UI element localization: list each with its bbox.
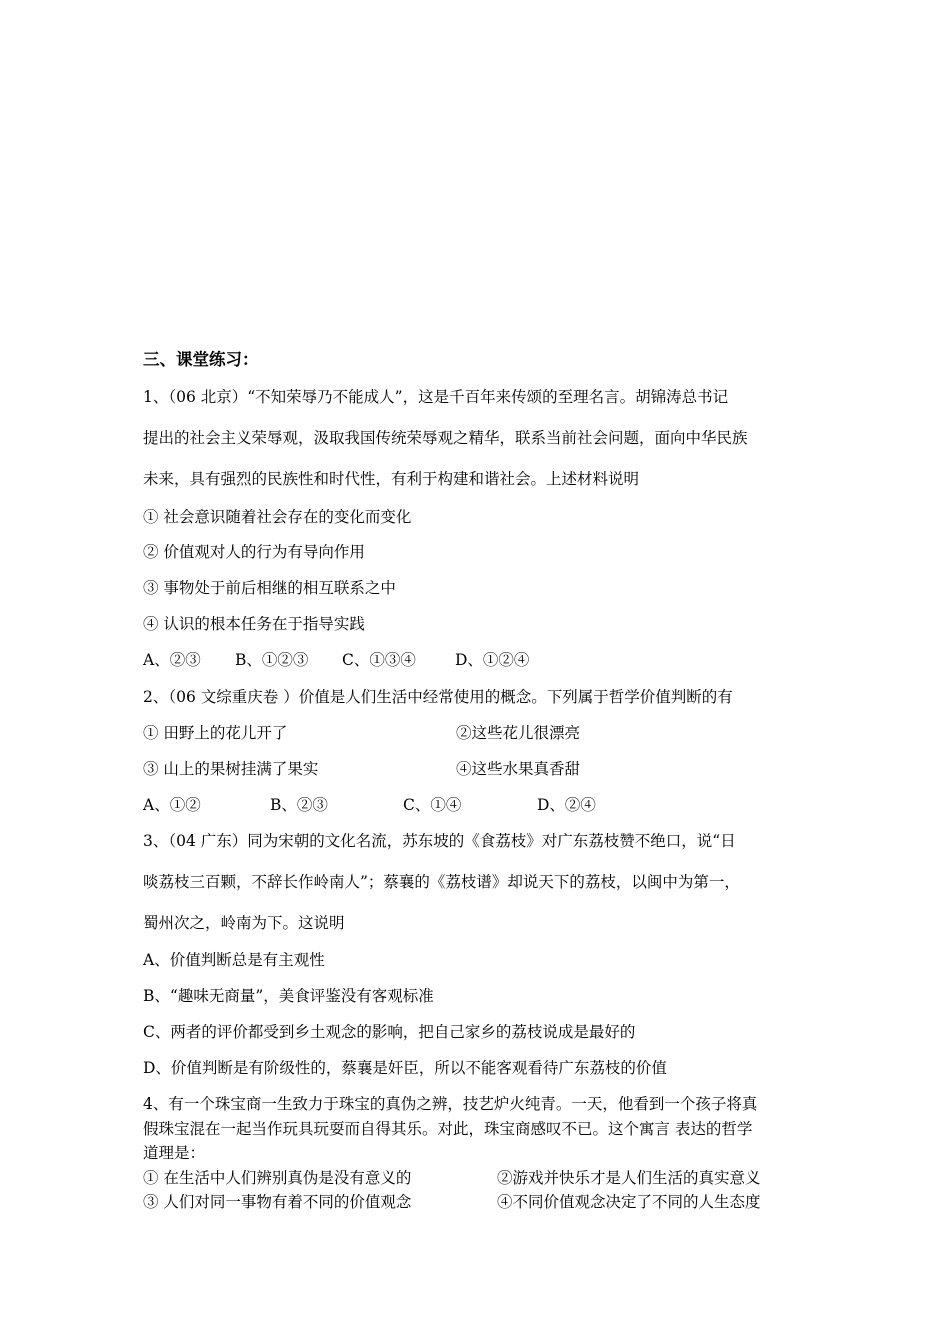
q3-option-a: A、价值判断总是有主观性 [143,951,325,969]
q2-option-2: ②这些花儿很漂亮 [456,724,581,742]
q3-line-3: 蜀州次之，岭南为下。这说明 [143,914,345,932]
q2-option-1: ① 田野上的花儿开了 [143,724,288,742]
q2-line-1: 2、（06 文综重庆卷 ）价值是人们生活中经常使用的概念。下列属于哲学价值判断的有 [143,688,733,706]
section-title: 三、课堂练习： [143,350,259,369]
q1-line-2: 提出的社会主义荣辱观，汲取我国传统荣辱观之精华，联系当前社会问题，面向中华民族 [143,429,748,447]
q1-choice-c: C、①③④ [342,651,416,669]
q4-line-3: 道理是： [143,1144,206,1162]
q4-option-4: ④不同价值观念决定了不同的人生态度 [497,1193,761,1211]
q2-choice-a: A、①② [143,796,201,814]
q1-option-3: ③ 事物处于前后相继的相互联系之中 [143,579,396,597]
q1-option-2: ② 价值观对人的行为有导向作用 [143,543,365,561]
q3-line-1: 3、（04 广东）同为宋朝的文化名流，苏东坡的《食荔枝》对广东荔枝赞不绝口，说“日 [143,832,736,850]
q3-option-d: D、价值判断是有阶级性的，蔡襄是奸臣，所以不能客观看待广东荔枝的价值 [143,1059,667,1077]
q2-option-4: ④这些水果真香甜 [456,760,581,778]
q1-choice-d: D、①②④ [455,651,530,669]
q4-option-2: ②游戏并快乐才是人们生活的真实意义 [497,1169,761,1187]
q2-option-3: ③ 山上的果树挂满了果实 [143,760,319,778]
q3-option-b: B、“趣味无商量”，美食评鉴没有客观标准 [143,987,434,1005]
q3-line-2: 啖荔枝三百颗，不辞长作岭南人”；蔡襄的《荔枝谱》却说天下的荔枝，以闽中为第一， [143,873,740,891]
q1-option-4: ④ 认识的根本任务在于指导实践 [143,615,365,633]
q4-option-1: ① 在生活中人们辨别真伪是没有意义的 [143,1169,412,1187]
q1-option-1: ① 社会意识随着社会存在的变化而变化 [143,508,412,526]
q2-choice-c: C、①④ [403,796,462,814]
q1-line-1: 1、（06 北京）“不知荣辱乃不能成人”，这是千百年来传颂的至理名言。胡锦涛总书记 [143,388,729,406]
q4-line-1: 4、有一个珠宝商一生致力于珠宝的真伪之辨，技艺炉火纯青。一天，他看到一个孩子将真 [143,1095,758,1113]
q2-choice-b: B、②③ [270,796,328,814]
q1-choice-b: B、①②③ [235,651,309,669]
q4-line-2: 假珠宝混在一起当作玩具玩耍而自得其乐。对此，珠宝商感叹不已。这个寓言 表达的哲学 [143,1120,753,1138]
q2-choice-d: D、②④ [537,796,596,814]
q1-choice-a: A、②③ [143,651,201,669]
q3-option-c: C、两者的评价都受到乡土观念的影响，把自己家乡的荔枝说成是最好的 [143,1023,636,1041]
q1-line-3: 未来，具有强烈的民族性和时代性，有利于构建和谐社会。上述材料说明 [143,470,640,488]
q4-option-3: ③ 人们对同一事物有着不同的价值观念 [143,1193,412,1211]
